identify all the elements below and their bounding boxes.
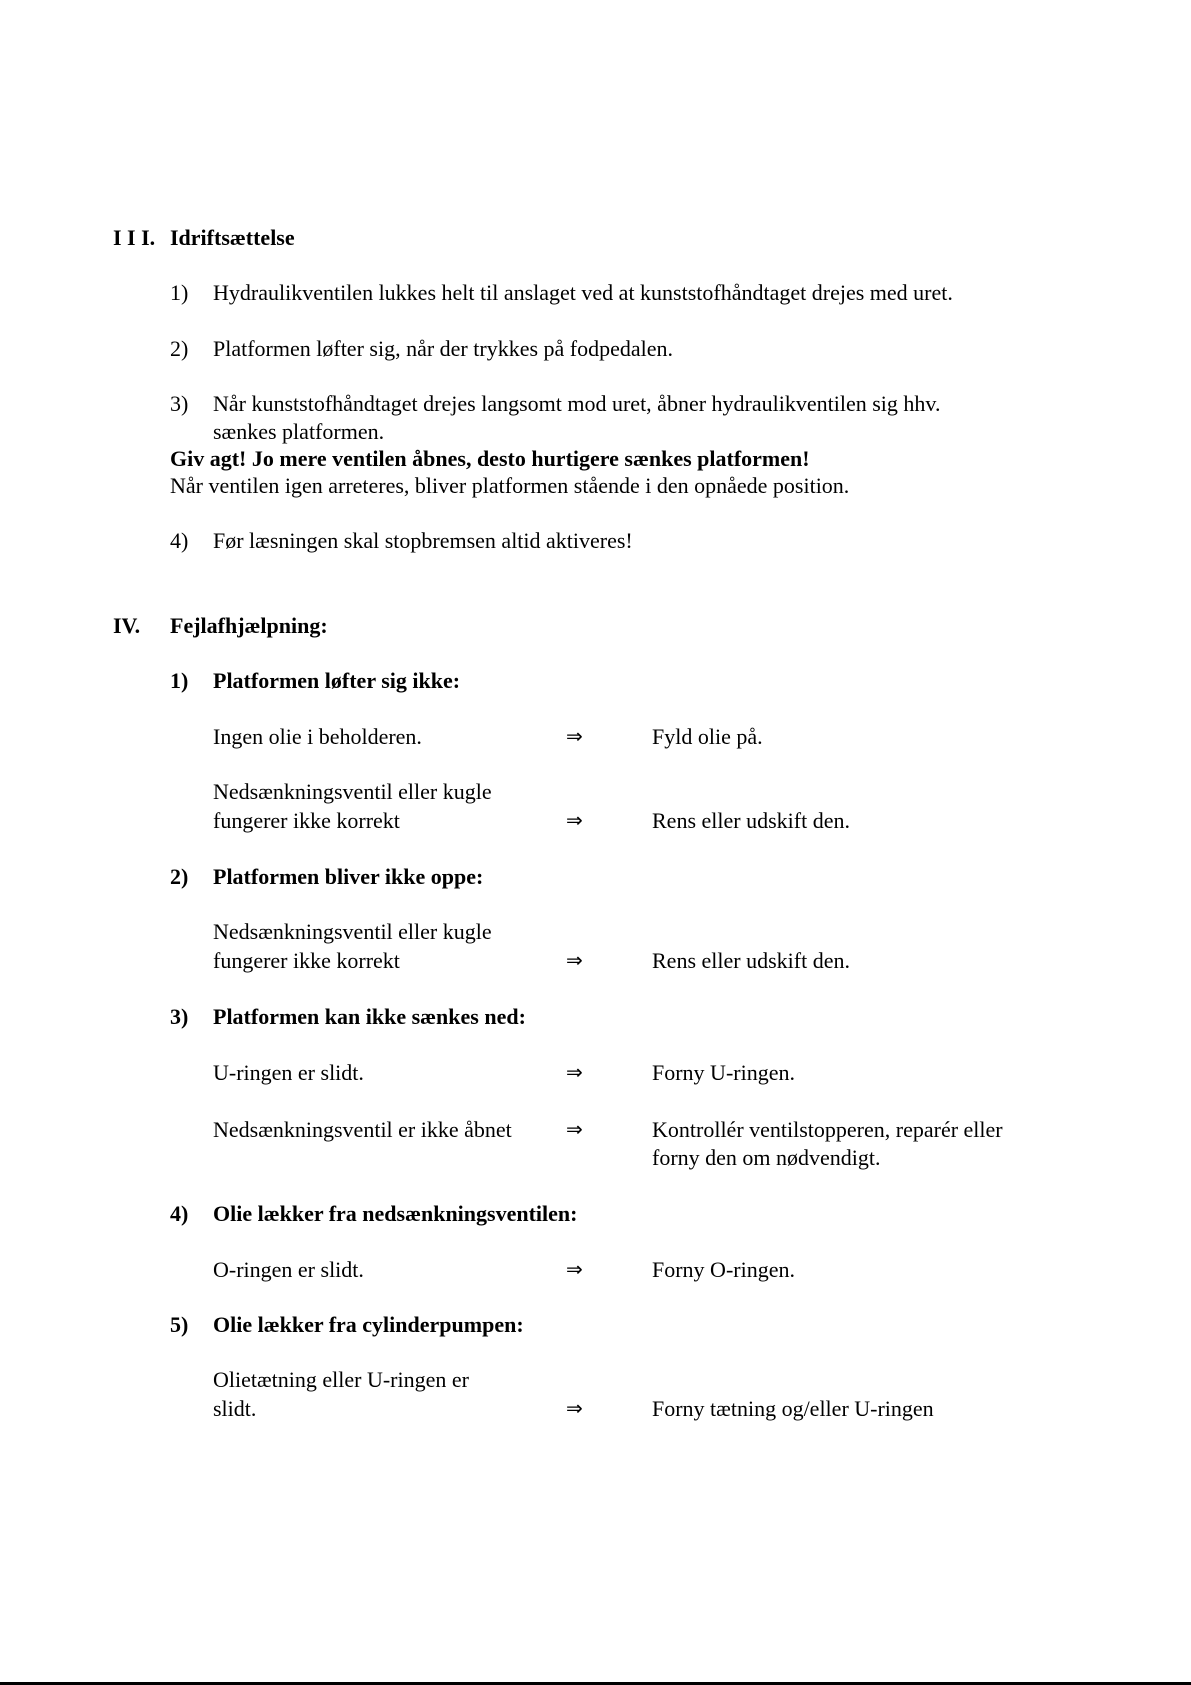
section3-warning: Giv agt! Jo mere ventilen åbnes, desto hurtigere sænkes platformen!	[170, 446, 810, 471]
problem-1-cause-2-line1: Nedsænkningsventil eller kugle	[213, 779, 492, 804]
section3-item-1-text: Hydraulikventilen lukkes helt til anslaget ved at kunststofhåndtaget drejes med uret.	[213, 280, 953, 305]
section3-item-4-number: 4)	[170, 528, 189, 553]
problem-5-remedy-1: Forny tætning og/eller U-ringen	[652, 1396, 934, 1421]
problem-2-cause-1-line2: fungerer ikke korrekt	[213, 948, 400, 973]
section3-item-2-text: Platformen løfter sig, når der trykkes på fodpedalen.	[213, 336, 674, 361]
section3-number: I I I.	[113, 225, 156, 250]
problem-5-number: 5)	[170, 1312, 189, 1337]
implies-arrow-icon: ⇒	[566, 1396, 583, 1420]
problem-5-title: Olie lækker fra cylinderpumpen:	[213, 1312, 524, 1337]
problem-1-title: Platformen løfter sig ikke:	[213, 668, 461, 693]
section4-title: Fejlafhjælpning:	[170, 613, 328, 638]
implies-arrow-icon: ⇒	[566, 808, 583, 832]
section3-item-1-number: 1)	[170, 280, 189, 305]
implies-arrow-icon: ⇒	[566, 724, 583, 748]
problem-1-cause-1: Ingen olie i beholderen.	[213, 724, 422, 749]
section3-item-4-text: Før læsningen skal stopbremsen altid aktiveres!	[213, 528, 633, 553]
problem-3-cause-1: U-ringen er slidt.	[213, 1060, 364, 1085]
problem-2-remedy-1: Rens eller udskift den.	[652, 948, 850, 973]
section3-item-3-text-line1: Når kunststofhåndtaget drejes langsomt mod uret, åbner hydraulikventilen sig hhv.	[213, 391, 941, 416]
problem-5-cause-1-line2: slidt.	[213, 1396, 257, 1421]
problem-2-cause-1-line1: Nedsænkningsventil eller kugle	[213, 919, 492, 944]
problem-4-title: Olie lækker fra nedsænkningsventilen:	[213, 1201, 578, 1226]
section3-item-3-number: 3)	[170, 391, 189, 416]
problem-2-title: Platformen bliver ikke oppe:	[213, 864, 484, 889]
problem-3-cause-2: Nedsænkningsventil er ikke åbnet	[213, 1117, 512, 1142]
section4-number: IV.	[113, 613, 141, 638]
problem-4-number: 4)	[170, 1201, 189, 1226]
problem-2-number: 2)	[170, 864, 189, 889]
problem-3-number: 3)	[170, 1004, 189, 1029]
problem-3-remedy-2-line1: Kontrollér ventilstopperen, reparér eller	[652, 1117, 1003, 1142]
implies-arrow-icon: ⇒	[566, 1117, 583, 1141]
problem-3-remedy-2-line2: forny den om nødvendigt.	[652, 1145, 881, 1170]
section3-note: Når ventilen igen arreteres, bliver platformen stående i den opnåede position.	[170, 473, 850, 498]
implies-arrow-icon: ⇒	[566, 1257, 583, 1281]
problem-3-title: Platformen kan ikke sænkes ned:	[213, 1004, 526, 1029]
section3-item-3-text-line2: sænkes platformen.	[213, 419, 385, 444]
problem-1-remedy-2: Rens eller udskift den.	[652, 808, 850, 833]
implies-arrow-icon: ⇒	[566, 1060, 583, 1084]
implies-arrow-icon: ⇒	[566, 948, 583, 972]
problem-4-remedy-1: Forny O-ringen.	[652, 1257, 795, 1282]
problem-1-number: 1)	[170, 668, 189, 693]
problem-3-remedy-1: Forny U-ringen.	[652, 1060, 795, 1085]
problem-1-remedy-1: Fyld olie på.	[652, 724, 763, 749]
section3-title: Idriftsættelse	[170, 225, 295, 250]
problem-1-cause-2-line2: fungerer ikke korrekt	[213, 808, 400, 833]
problem-5-cause-1-line1: Olietætning eller U-ringen er	[213, 1367, 469, 1392]
problem-4-cause-1: O-ringen er slidt.	[213, 1257, 364, 1282]
section3-item-2-number: 2)	[170, 336, 189, 361]
